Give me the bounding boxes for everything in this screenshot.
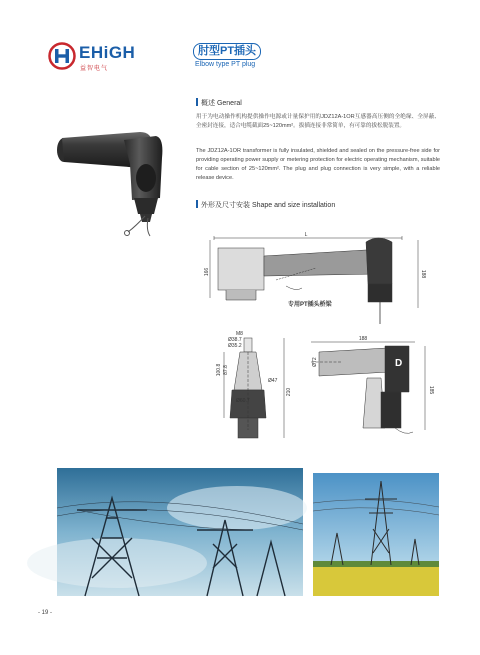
- bridge-drawing: [206, 228, 428, 328]
- dim-height: 185: [428, 385, 434, 395]
- elbow-section-drawing: [305, 332, 435, 448]
- tower-photo-left: [57, 468, 303, 596]
- logo-wordmark: EHiGH: [79, 43, 136, 62]
- page-number: - 19 -: [38, 610, 53, 616]
- logo-cn-name: 益智电气: [80, 66, 109, 72]
- overview-heading: 概述 General: [196, 98, 242, 108]
- page-title: 肘型PT插头: [193, 43, 261, 60]
- dim-diameter-1: Ø38.7: [228, 337, 242, 343]
- dim-diameter-4: Ø60.7: [236, 398, 250, 404]
- logo-mark-icon: [48, 42, 76, 70]
- page-subtitle: Elbow type PT plug: [195, 61, 256, 68]
- plug-section-drawing: [214, 330, 300, 448]
- dim-height-2: 87.8: [223, 365, 229, 375]
- heading-bar: [196, 200, 198, 208]
- dim-left-height: 166: [204, 267, 210, 277]
- dim-diameter-3: Ø47: [268, 378, 278, 384]
- dim-width: 188: [358, 336, 368, 342]
- dim-height-1: 100.8: [216, 363, 222, 377]
- shape-heading: 外形及尺寸安装 Shape and size installation: [196, 200, 335, 210]
- dim-diameter: Ø72: [312, 357, 318, 367]
- label-glyph: D: [395, 358, 403, 369]
- overview-cn-paragraph: 用于为电动操作机构提供操作电源或计量保护用的JDZ12A-1OR互感器高压侧的全绝缘、全屏蔽、全密封连接，适合电缆截面25~120mm²。拔插连接非常简单，有可靠的拔松脱装置。: [196, 114, 440, 129]
- dim-length: L: [304, 232, 308, 238]
- overview-en-paragraph: The JDZ12A-1OR transformer is fully insulated, shielded and sealed on the pressure-free side for providing operating power supply or metering protection for electric operating mechanism, suitable for cable section of 25~120mm². The plug and plug connection is very simple, with a reliable release device.: [196, 148, 440, 181]
- heading-bar: [196, 98, 198, 106]
- tower-photo-right: [313, 473, 439, 596]
- dim-top-bolt: M8: [236, 331, 243, 337]
- dim-right-height: 188: [420, 269, 426, 279]
- bridge-caption: 专用PT插头桥梁: [288, 302, 332, 308]
- brand-logo: [48, 42, 148, 72]
- product-photo: [52, 118, 170, 243]
- dim-total-height: 210: [286, 387, 292, 397]
- dim-diameter-2: Ø35.2: [228, 343, 242, 349]
